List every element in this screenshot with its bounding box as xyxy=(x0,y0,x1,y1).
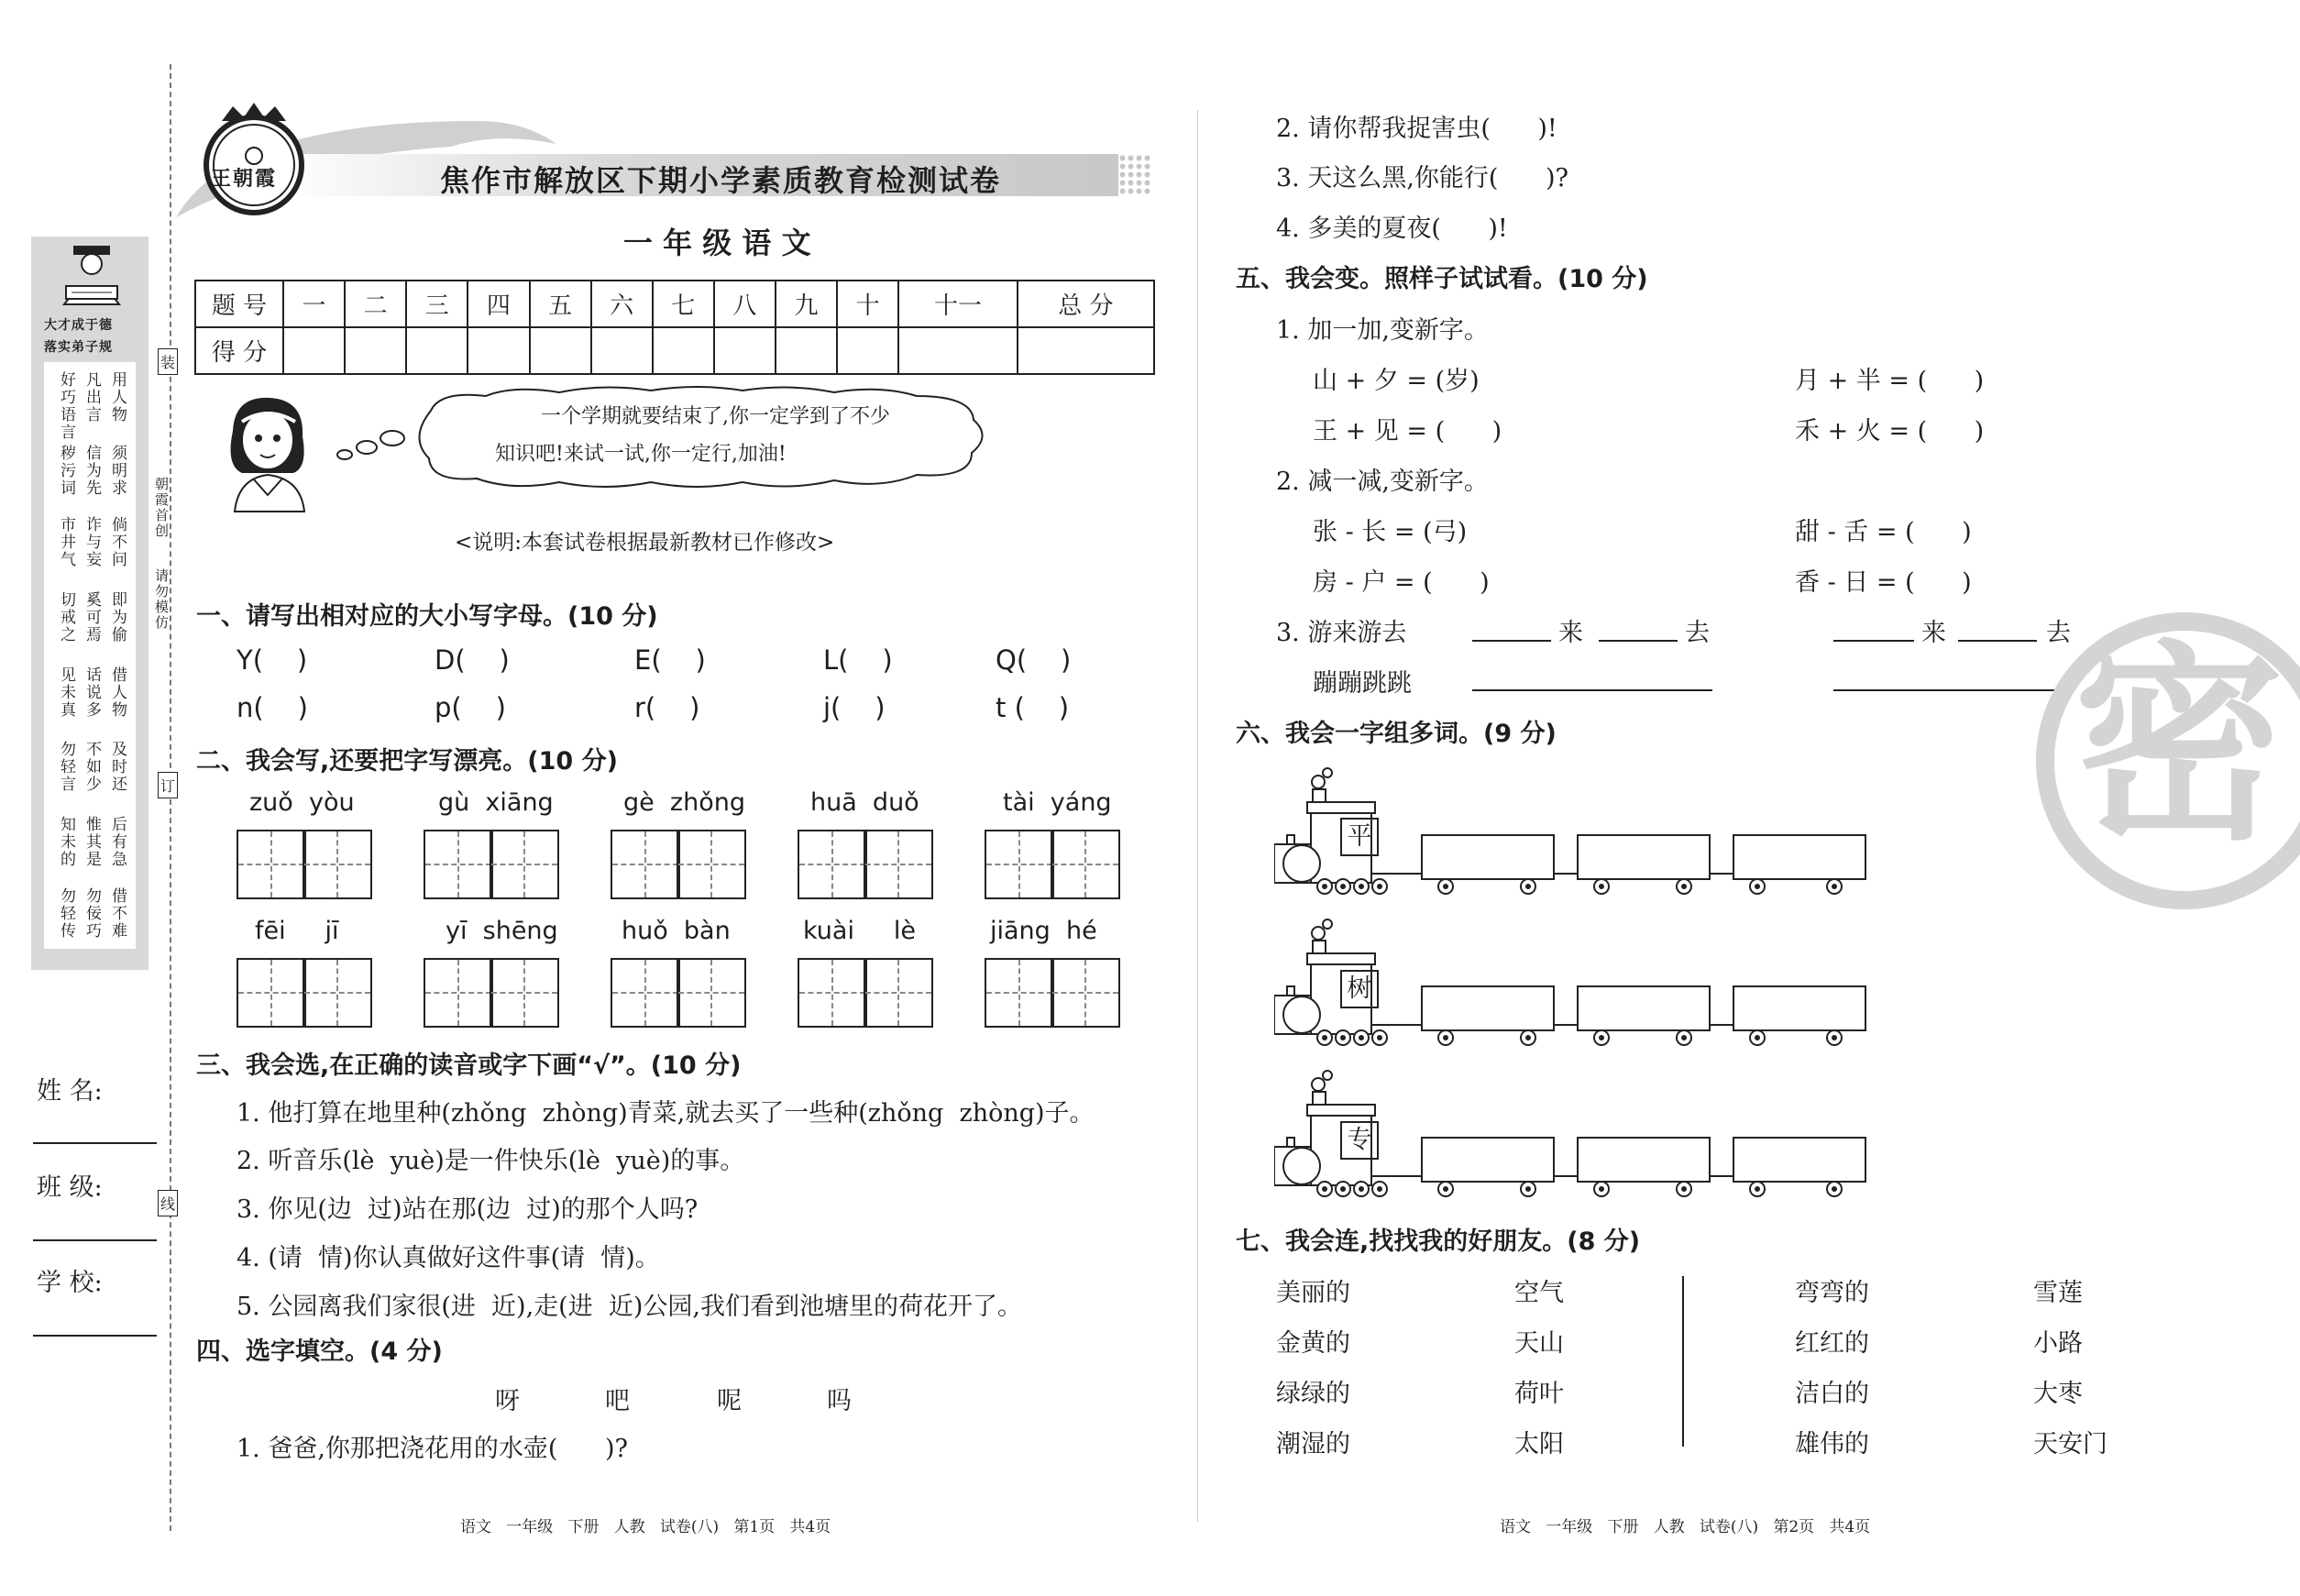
option-word: 呀 xyxy=(495,1387,520,1415)
score-header-cell: 六 xyxy=(591,281,653,327)
motto-col: 借人物 xyxy=(108,666,127,719)
score-header-cell: 题 号 xyxy=(195,281,283,327)
wheel xyxy=(1593,878,1610,895)
letter-item[interactable]: L( ) xyxy=(823,644,893,676)
question-item[interactable]: 4. (请 情)你认真做好这件事(请 情)。 xyxy=(237,1244,660,1272)
fold-note: 请勿模仿 xyxy=(153,568,170,631)
motto-col: 后有急 xyxy=(108,816,127,868)
logo-text: 王朝霞 xyxy=(211,167,278,191)
motto-col: 凡出言 xyxy=(83,371,101,424)
name-field[interactable] xyxy=(33,1142,157,1144)
part-label: 3. 游来游去 xyxy=(1276,619,1407,647)
lai-char: 来 xyxy=(1921,619,1946,647)
writing-grid-cell[interactable] xyxy=(985,830,1054,899)
motto-col: 秽污词 xyxy=(57,445,75,497)
motto-col: 信为先 xyxy=(83,445,101,497)
train-car[interactable] xyxy=(1421,834,1555,880)
wheel xyxy=(1335,1029,1351,1046)
wheel xyxy=(1520,1029,1536,1046)
equation[interactable]: 香 - 日 = ( ) xyxy=(1795,568,1972,597)
score-cell[interactable] xyxy=(468,327,529,374)
answer-blank[interactable] xyxy=(1472,689,1712,691)
fold-label: 订 xyxy=(158,772,178,798)
motto-col: 借不难 xyxy=(108,887,127,940)
train-char-box: 专 xyxy=(1340,1121,1379,1160)
match-word[interactable]: 雄伟的 xyxy=(1795,1430,1869,1458)
wheel xyxy=(1826,1181,1843,1197)
pinyin-label: tài yáng xyxy=(1003,788,1112,817)
train-car[interactable] xyxy=(1577,985,1711,1031)
equation[interactable]: 王 + 见 = ( ) xyxy=(1313,417,1502,446)
wheel xyxy=(1520,1181,1536,1197)
school-label: 学 校: xyxy=(37,1269,103,1297)
part-label: 蹦蹦跳跳 xyxy=(1313,669,1412,698)
pinyin-label: gù xiāng xyxy=(438,788,554,817)
train-car[interactable] xyxy=(1733,1137,1866,1183)
score-header-cell: 总 分 xyxy=(1018,281,1154,327)
wheel xyxy=(1316,1029,1333,1046)
question-item[interactable]: 5. 公园离我们家很(进 近),走(进 近)公园,我们看到池塘里的荷花开了。 xyxy=(237,1293,1022,1321)
match-word[interactable]: 弯弯的 xyxy=(1795,1279,1869,1307)
option-word: 吗 xyxy=(827,1387,852,1415)
writing-grid-cell[interactable] xyxy=(237,958,306,1028)
equation[interactable]: 张 - 长 = (弓) xyxy=(1313,518,1468,546)
motto-col: 倘不问 xyxy=(108,516,127,568)
equation[interactable]: 禾 + 火 = ( ) xyxy=(1795,417,1985,446)
match-word[interactable]: 潮湿的 xyxy=(1276,1430,1350,1458)
letter-item[interactable]: Q( ) xyxy=(996,644,1072,676)
part-label: 2. 减一减,变新字。 xyxy=(1276,468,1489,496)
motto-col: 勿轻言 xyxy=(57,741,75,793)
pinyin-label: fēi jī xyxy=(255,917,339,945)
train-car[interactable] xyxy=(1733,834,1866,880)
wheel xyxy=(1676,1029,1692,1046)
section7-title: 七、我会连,找找我的好朋友。(8 分) xyxy=(1236,1227,1641,1256)
wheel xyxy=(1316,1181,1333,1197)
motto-col: 须明求 xyxy=(108,445,127,497)
exam-title: 焦作市解放区下期小学素质教育检测试卷 xyxy=(440,163,1002,198)
bubble-text-1: 一个学期就要结束了,你一定学到了不少 xyxy=(541,405,890,428)
motto-col: 市井气 xyxy=(57,516,75,568)
class-field[interactable] xyxy=(33,1239,157,1241)
fold-note: 朝霞首创 xyxy=(153,477,170,539)
section6-title: 六、我会一字组多词。(9 分) xyxy=(1236,720,1557,748)
question-item[interactable]: 2. 请你帮我捉害虫( )! xyxy=(1276,115,1557,143)
score-cell[interactable] xyxy=(653,327,714,374)
match-word[interactable]: 太阳 xyxy=(1514,1430,1564,1458)
equation[interactable]: 山 + 夕 = (岁) xyxy=(1313,367,1480,395)
motto-line-1: 大才成于德 xyxy=(44,318,113,333)
score-table xyxy=(194,280,1155,375)
motto-col: 即为偷 xyxy=(108,591,127,644)
writing-grid-cell[interactable] xyxy=(303,830,372,899)
score-cell[interactable] xyxy=(776,327,837,374)
match-word[interactable]: 荷叶 xyxy=(1514,1380,1564,1408)
motto-col: 用人物 xyxy=(108,371,127,424)
wheel xyxy=(1353,1181,1370,1197)
writing-grid-cell[interactable] xyxy=(1051,958,1120,1028)
writing-grid-cell[interactable] xyxy=(490,830,559,899)
wheel xyxy=(1676,1181,1692,1197)
score-cell[interactable] xyxy=(1018,327,1154,374)
answer-blank[interactable] xyxy=(1472,640,1551,642)
wheel xyxy=(1316,878,1333,895)
train-char-box: 树 xyxy=(1340,970,1379,1008)
wheel xyxy=(1335,1181,1351,1197)
question-item[interactable]: 1. 他打算在地里种(zhǒng zhòng)青菜,就去买了一些种(zhǒng zhòng)子。 xyxy=(237,1099,1095,1128)
score-header-cell: 四 xyxy=(468,281,529,327)
equation[interactable]: 房 - 户 = ( ) xyxy=(1313,568,1490,597)
pinyin-label: jiāng hé xyxy=(990,917,1097,945)
wheel xyxy=(1353,878,1370,895)
pinyin-label: gè zhǒng xyxy=(623,788,745,817)
qu-char: 去 xyxy=(2046,619,2071,647)
wheel xyxy=(1437,878,1454,895)
writing-grid-cell[interactable] xyxy=(677,830,746,899)
wheel xyxy=(1826,1029,1843,1046)
pinyin-label: kuài lè xyxy=(803,917,916,945)
writing-grid-cell[interactable] xyxy=(677,958,746,1028)
writing-grid-cell[interactable] xyxy=(864,830,933,899)
writing-grid-cell[interactable] xyxy=(798,958,867,1028)
match-word[interactable]: 小路 xyxy=(2033,1329,2083,1358)
pinyin-label: yī shēng xyxy=(446,917,558,945)
question-item[interactable]: 2. 听音乐(lè yuè)是一件快乐(lè yuè)的事。 xyxy=(237,1147,745,1175)
score-header-cell: 三 xyxy=(406,281,468,327)
score-cell[interactable] xyxy=(345,327,406,374)
motto-col: 话说多 xyxy=(83,666,101,719)
wheel xyxy=(1335,878,1351,895)
motto-line-2: 落实弟子规 xyxy=(44,340,113,355)
match-word[interactable]: 绿绿的 xyxy=(1276,1380,1350,1408)
wheel xyxy=(1676,878,1692,895)
score-row-label: 得 分 xyxy=(195,327,283,374)
wheel xyxy=(1749,1181,1766,1197)
motto-col: 见未真 xyxy=(57,666,75,719)
wheel xyxy=(1826,878,1843,895)
motto-col: 奚可焉 xyxy=(83,591,101,644)
title-band-dots xyxy=(1118,154,1151,196)
wheel xyxy=(1371,878,1388,895)
logo xyxy=(194,101,314,218)
writing-grid-cell[interactable] xyxy=(985,958,1054,1028)
motto-col: 切戒之 xyxy=(57,591,75,644)
section5-title: 五、我会变。照样子试试看。(10 分) xyxy=(1236,265,1648,293)
motto-col: 知未的 xyxy=(57,816,75,868)
score-cell[interactable] xyxy=(283,327,345,374)
match-word[interactable]: 金黄的 xyxy=(1276,1329,1350,1358)
question-item[interactable]: 1. 爸爸,你那把浇花用的水壶( )? xyxy=(237,1435,628,1463)
section4-title: 四、选字填空。(4 分) xyxy=(196,1337,443,1366)
fold-label: 线 xyxy=(158,1190,178,1216)
letter-item[interactable]: n( ) xyxy=(237,692,308,723)
match-word[interactable]: 大枣 xyxy=(2033,1380,2083,1408)
match-word[interactable]: 洁白的 xyxy=(1795,1380,1869,1408)
letter-item[interactable]: t ( ) xyxy=(996,692,1070,723)
girl-illustration xyxy=(216,394,317,513)
answer-blank[interactable] xyxy=(1599,640,1678,642)
score-header-cell: 二 xyxy=(345,281,406,327)
section3-title: 三、我会选,在正确的读音或字下画“√”。(10 分) xyxy=(196,1051,742,1080)
page-divider xyxy=(1197,110,1198,1522)
wheel xyxy=(1749,878,1766,895)
match-word[interactable]: 红红的 xyxy=(1795,1329,1869,1358)
score-header-cell: 七 xyxy=(653,281,714,327)
train-car[interactable] xyxy=(1577,1137,1711,1183)
letter-item[interactable]: j( ) xyxy=(823,692,886,723)
question-item[interactable]: 3. 天这么黑,你能行( )? xyxy=(1276,164,1568,193)
writing-grid-cell[interactable] xyxy=(864,958,933,1028)
motto-col: 勿佞巧 xyxy=(83,887,101,940)
wheel xyxy=(1520,878,1536,895)
match-word[interactable]: 天山 xyxy=(1514,1329,1564,1358)
score-cell[interactable] xyxy=(591,327,653,374)
train-car[interactable] xyxy=(1577,834,1711,880)
pinyin-label: zuǒ yòu xyxy=(249,788,355,817)
match-word[interactable]: 雪莲 xyxy=(2033,1279,2083,1307)
wheel xyxy=(1593,1029,1610,1046)
wheel xyxy=(1437,1181,1454,1197)
letter-item[interactable]: Y( ) xyxy=(237,644,308,676)
school-field[interactable] xyxy=(33,1335,157,1337)
question-item[interactable]: 3. 你见(边 过)站在那(边 过)的那个人吗? xyxy=(237,1195,699,1224)
question-item[interactable]: 4. 多美的夏夜( )! xyxy=(1276,215,1508,243)
part-label: 1. 加一加,变新字。 xyxy=(1276,316,1489,345)
writing-grid-cell[interactable] xyxy=(611,958,680,1028)
motto-col: 好巧语言 xyxy=(57,371,75,441)
wheel xyxy=(1749,1029,1766,1046)
motto-col: 勿轻传 xyxy=(57,887,75,940)
motto-col: 诈与妄 xyxy=(83,516,101,568)
writing-grid-cell[interactable] xyxy=(611,830,680,899)
match-word[interactable]: 美丽的 xyxy=(1276,1279,1350,1307)
scholar-illustration xyxy=(46,240,138,314)
page-footer-left: 语文 一年级 下册 人教 试卷(八) 第1页 共4页 xyxy=(460,1518,831,1536)
pinyin-label: huā duǒ xyxy=(810,788,919,817)
letter-item[interactable]: D( ) xyxy=(435,644,510,676)
score-cell[interactable] xyxy=(837,327,898,374)
section2-title: 二、我会写,还要把字写漂亮。(10 分) xyxy=(196,747,618,776)
match-word[interactable]: 天安门 xyxy=(2033,1430,2107,1458)
score-cell[interactable] xyxy=(714,327,776,374)
train-char-box: 平 xyxy=(1340,818,1379,856)
class-label: 班 级: xyxy=(37,1173,103,1202)
answer-blank[interactable] xyxy=(1833,640,1914,642)
writing-grid-cell[interactable] xyxy=(237,830,306,899)
score-cell[interactable] xyxy=(530,327,591,374)
score-cell[interactable] xyxy=(406,327,468,374)
fold-label: 装 xyxy=(158,348,178,375)
score-header-cell: 十一 xyxy=(898,281,1017,327)
qu-char: 去 xyxy=(1685,619,1710,647)
equation[interactable]: 月 + 半 = ( ) xyxy=(1795,367,1985,395)
score-header-cell: 八 xyxy=(714,281,776,327)
writing-grid-cell[interactable] xyxy=(424,958,493,1028)
score-header-cell: 九 xyxy=(776,281,837,327)
name-label: 姓 名: xyxy=(37,1077,103,1106)
wheel xyxy=(1353,1029,1370,1046)
train-car[interactable] xyxy=(1733,985,1866,1031)
letter-item[interactable]: E( ) xyxy=(634,644,706,676)
writing-grid-cell[interactable] xyxy=(1051,830,1120,899)
wheel xyxy=(1371,1029,1388,1046)
score-cell[interactable] xyxy=(898,327,1017,374)
letter-item[interactable]: r( ) xyxy=(634,692,700,723)
bubble-text-2: 知识吧!来试一试,你一定行,加油! xyxy=(495,443,787,466)
stamp-char: 密 xyxy=(2074,624,2285,869)
equation[interactable]: 甜 - 舌 = ( ) xyxy=(1795,518,1972,546)
section1-title: 一、请写出相对应的大小写字母。(10 分) xyxy=(196,602,658,631)
wheel xyxy=(1593,1181,1610,1197)
score-header-cell: 五 xyxy=(530,281,591,327)
wheel xyxy=(1437,1029,1454,1046)
lai-char: 来 xyxy=(1558,619,1583,647)
train-car[interactable] xyxy=(1421,985,1555,1031)
writing-grid-cell[interactable] xyxy=(303,958,372,1028)
page-footer-right: 语文 一年级 下册 人教 试卷(八) 第2页 共4页 xyxy=(1500,1518,1871,1536)
writing-grid-cell[interactable] xyxy=(798,830,867,899)
motto-col: 惟其是 xyxy=(83,816,101,868)
motto-col: 不如少 xyxy=(83,741,101,793)
letter-item[interactable]: p( ) xyxy=(435,692,506,723)
score-header-cell: 一 xyxy=(283,281,345,327)
match-divider xyxy=(1682,1276,1684,1447)
option-word: 呢 xyxy=(717,1387,742,1415)
revision-note: <说明:本套试卷根据最新教材已作修改> xyxy=(455,531,835,555)
motto-col: 及时还 xyxy=(108,741,127,793)
writing-grid-cell[interactable] xyxy=(424,830,493,899)
match-word[interactable]: 空气 xyxy=(1514,1279,1564,1307)
wheel xyxy=(1371,1181,1388,1197)
pinyin-label: huǒ bàn xyxy=(622,917,731,945)
score-header-cell: 十 xyxy=(837,281,898,327)
subject-title: 一 年 级 语 文 xyxy=(623,226,811,260)
option-word: 吧 xyxy=(605,1387,630,1415)
train-car[interactable] xyxy=(1421,1137,1555,1183)
writing-grid-cell[interactable] xyxy=(490,958,559,1028)
